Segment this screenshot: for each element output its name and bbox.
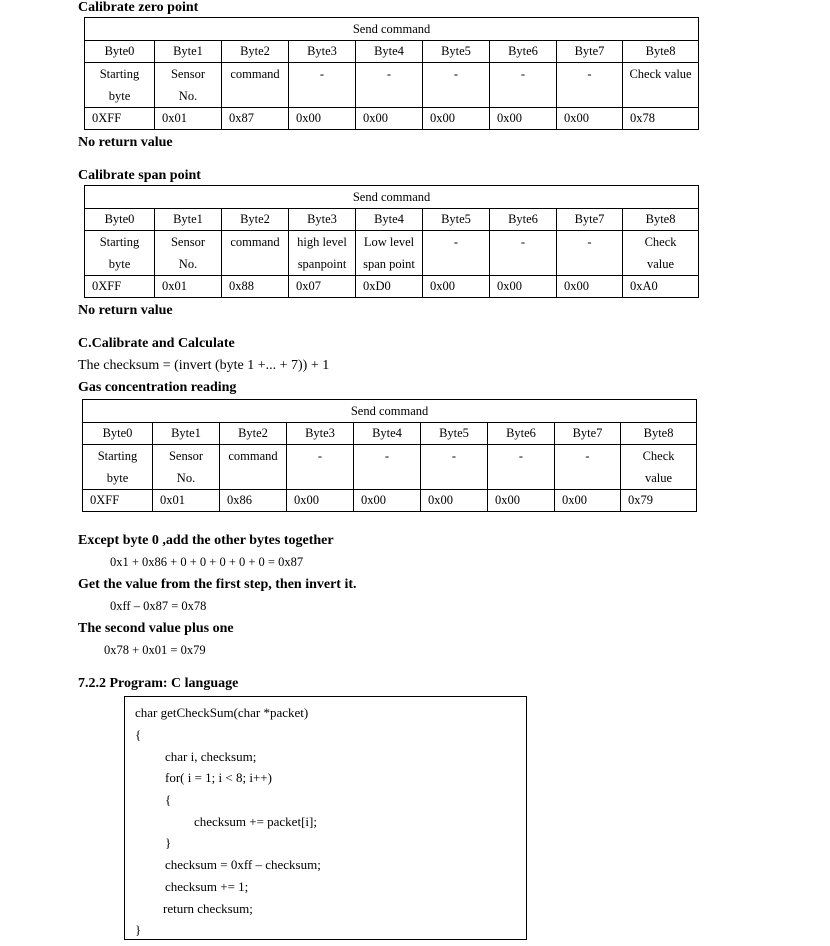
code-line: for( i = 1; i < 8; i++) bbox=[165, 770, 272, 785]
heading-calibrate-zero: Calibrate zero point bbox=[78, 0, 199, 15]
header-cell: Byte6 bbox=[488, 423, 555, 445]
description-line: value bbox=[645, 471, 673, 485]
description-line: command bbox=[230, 235, 280, 249]
value-cell: 0x00 bbox=[488, 490, 555, 512]
value-cell: 0x00 bbox=[423, 108, 490, 130]
step1-heading: Except byte 0 ,add the other bytes together bbox=[78, 533, 334, 548]
description-line: high level bbox=[297, 235, 347, 249]
description-cell bbox=[83, 445, 153, 490]
description-line: byte bbox=[108, 257, 131, 271]
description-line: - bbox=[317, 449, 323, 463]
description-line: Sensor bbox=[170, 67, 206, 81]
description-line: - bbox=[319, 67, 325, 81]
description-line: - bbox=[384, 449, 390, 463]
heading-calibrate-span: Calibrate span point bbox=[78, 168, 201, 183]
table-calibrate-zero bbox=[84, 17, 699, 130]
header-cell: Byte7 bbox=[557, 209, 623, 231]
description-cell bbox=[423, 231, 490, 276]
table-title: Send command bbox=[85, 186, 699, 209]
code-line: } bbox=[135, 922, 142, 937]
value-cell: 0XFF bbox=[83, 490, 153, 512]
table-header-row bbox=[85, 209, 699, 231]
description-cell bbox=[220, 445, 287, 490]
step2-calculation: 0xff – 0x87 = 0x78 bbox=[110, 599, 207, 613]
header-cell: Byte8 bbox=[621, 423, 697, 445]
header-cell: Byte5 bbox=[421, 423, 488, 445]
description-cell bbox=[289, 63, 356, 108]
table-title: Send command bbox=[83, 400, 697, 423]
note-no-return-zero: No return value bbox=[78, 135, 173, 150]
value-cell: 0x01 bbox=[155, 108, 222, 130]
table-values-row bbox=[83, 490, 697, 512]
value-cell: 0x00 bbox=[423, 276, 490, 298]
step1-calculation: 0x1 + 0x86 + 0 + 0 + 0 + 0 + 0 = 0x87 bbox=[110, 555, 304, 569]
description-cell bbox=[153, 445, 220, 490]
code-line: } bbox=[165, 835, 172, 850]
description-cell bbox=[222, 63, 289, 108]
description-line: value bbox=[647, 257, 675, 271]
step3-heading: The second value plus one bbox=[78, 621, 234, 636]
description-line: - bbox=[587, 235, 592, 249]
heading-program: 7.2.2 Program: C language bbox=[78, 676, 239, 691]
table-header-row bbox=[85, 41, 699, 63]
description-line: Starting bbox=[99, 235, 140, 249]
description-line: - bbox=[451, 449, 457, 463]
description-line: Low level bbox=[363, 235, 415, 249]
description-line: Sensor bbox=[168, 449, 204, 463]
value-cell: 0x01 bbox=[153, 490, 220, 512]
table-calibrate-span bbox=[84, 185, 699, 298]
heading-gas-reading: Gas concentration reading bbox=[78, 380, 237, 395]
description-line: - bbox=[453, 67, 459, 81]
step2-heading: Get the value from the first step, then invert it. bbox=[78, 577, 357, 592]
header-cell: Byte6 bbox=[490, 41, 557, 63]
header-cell: Byte3 bbox=[289, 41, 356, 63]
value-cell: 0x00 bbox=[557, 276, 623, 298]
description-line: - bbox=[386, 67, 392, 81]
header-cell: Byte1 bbox=[153, 423, 220, 445]
table-gas-reading bbox=[82, 399, 697, 512]
description-cell bbox=[488, 445, 555, 490]
description-line: - bbox=[520, 235, 526, 249]
description-cell bbox=[155, 63, 222, 108]
value-cell: 0x88 bbox=[222, 276, 289, 298]
description-cell bbox=[289, 231, 356, 276]
value-cell: 0x00 bbox=[356, 108, 423, 130]
description-line: command bbox=[228, 449, 278, 463]
value-cell: 0XFF bbox=[85, 276, 155, 298]
description-cell bbox=[354, 445, 421, 490]
description-line: No. bbox=[176, 471, 196, 485]
value-cell: 0x00 bbox=[555, 490, 621, 512]
description-line: - bbox=[453, 235, 459, 249]
step3-calculation: 0x78 + 0x01 = 0x79 bbox=[104, 643, 206, 657]
description-cell bbox=[85, 63, 155, 108]
description-line: byte bbox=[108, 89, 131, 103]
description-line: Check bbox=[644, 235, 677, 249]
header-cell: Byte0 bbox=[85, 209, 155, 231]
description-cell bbox=[423, 63, 490, 108]
note-no-return-span: No return value bbox=[78, 303, 173, 318]
header-cell: Byte3 bbox=[287, 423, 354, 445]
code-line: checksum += packet[i]; bbox=[194, 814, 317, 829]
value-cell: 0x07 bbox=[289, 276, 356, 298]
description-cell bbox=[356, 63, 423, 108]
header-cell: Byte2 bbox=[220, 423, 287, 445]
description-line: - bbox=[587, 67, 592, 81]
header-cell: Byte8 bbox=[623, 41, 699, 63]
value-cell: 0x87 bbox=[222, 108, 289, 130]
header-cell: Byte4 bbox=[356, 209, 423, 231]
description-cell bbox=[623, 231, 699, 276]
header-cell: Byte0 bbox=[85, 41, 155, 63]
code-line: checksum = 0xff – checksum; bbox=[165, 857, 321, 872]
value-cell: 0x86 bbox=[220, 490, 287, 512]
description-line: Check value bbox=[629, 67, 692, 81]
value-cell: 0x00 bbox=[490, 276, 557, 298]
header-cell: Byte0 bbox=[83, 423, 153, 445]
description-line: Sensor bbox=[170, 235, 206, 249]
header-cell: Byte1 bbox=[155, 209, 222, 231]
code-line: return checksum; bbox=[163, 901, 253, 916]
description-line: command bbox=[230, 67, 280, 81]
header-cell: Byte3 bbox=[289, 209, 356, 231]
description-line: span point bbox=[363, 257, 415, 271]
table-description-row bbox=[85, 231, 699, 276]
description-cell bbox=[621, 445, 697, 490]
value-cell: 0x00 bbox=[421, 490, 488, 512]
header-cell: Byte7 bbox=[555, 423, 621, 445]
value-cell: 0x01 bbox=[155, 276, 222, 298]
header-cell: Byte5 bbox=[423, 41, 490, 63]
code-line: char i, checksum; bbox=[165, 749, 257, 764]
code-line: { bbox=[165, 792, 172, 807]
description-line: Starting bbox=[99, 67, 140, 81]
header-cell: Byte4 bbox=[356, 41, 423, 63]
header-cell: Byte2 bbox=[222, 209, 289, 231]
description-cell bbox=[222, 231, 289, 276]
code-line: char getCheckSum(char *packet) bbox=[135, 705, 309, 720]
code-block bbox=[124, 696, 527, 940]
code-line: { bbox=[135, 727, 142, 742]
description-line: - bbox=[585, 449, 590, 463]
value-cell: 0x00 bbox=[490, 108, 557, 130]
description-line: No. bbox=[178, 89, 198, 103]
table-title: Send command bbox=[85, 18, 699, 41]
description-cell bbox=[421, 445, 488, 490]
value-cell: 0x79 bbox=[621, 490, 697, 512]
description-cell bbox=[287, 445, 354, 490]
header-cell: Byte4 bbox=[354, 423, 421, 445]
table-description-row bbox=[83, 445, 697, 490]
value-cell: 0x00 bbox=[557, 108, 623, 130]
description-cell bbox=[85, 231, 155, 276]
heading-calibrate-calculate: C.Calibrate and Calculate bbox=[78, 336, 235, 351]
description-cell bbox=[623, 63, 699, 108]
description-line: Check bbox=[642, 449, 675, 463]
description-cell bbox=[356, 231, 423, 276]
checksum-formula: The checksum = (invert (byte 1 +... + 7)) + 1 bbox=[78, 358, 330, 373]
header-cell: Byte1 bbox=[155, 41, 222, 63]
value-cell: 0xD0 bbox=[356, 276, 423, 298]
value-cell: 0XFF bbox=[85, 108, 155, 130]
value-cell: 0x00 bbox=[354, 490, 421, 512]
table-values-row bbox=[85, 276, 699, 298]
header-cell: Byte2 bbox=[222, 41, 289, 63]
header-cell: Byte7 bbox=[557, 41, 623, 63]
value-cell: 0xA0 bbox=[623, 276, 699, 298]
description-cell bbox=[557, 231, 623, 276]
code-line: checksum += 1; bbox=[165, 879, 249, 894]
value-cell: 0x00 bbox=[289, 108, 356, 130]
description-line: No. bbox=[178, 257, 198, 271]
description-line: byte bbox=[106, 471, 129, 485]
value-cell: 0x78 bbox=[623, 108, 699, 130]
description-line: spanpoint bbox=[297, 257, 347, 271]
table-description-row bbox=[85, 63, 699, 108]
header-cell: Byte8 bbox=[623, 209, 699, 231]
header-cell: Byte5 bbox=[423, 209, 490, 231]
description-cell bbox=[557, 63, 623, 108]
table-header-row bbox=[83, 423, 697, 445]
description-line: - bbox=[520, 67, 526, 81]
description-cell bbox=[155, 231, 222, 276]
header-cell: Byte6 bbox=[490, 209, 557, 231]
table-values-row bbox=[85, 108, 699, 130]
value-cell: 0x00 bbox=[287, 490, 354, 512]
description-cell bbox=[555, 445, 621, 490]
description-cell bbox=[490, 63, 557, 108]
description-line: - bbox=[518, 449, 524, 463]
description-line: Starting bbox=[97, 449, 138, 463]
description-cell bbox=[490, 231, 557, 276]
